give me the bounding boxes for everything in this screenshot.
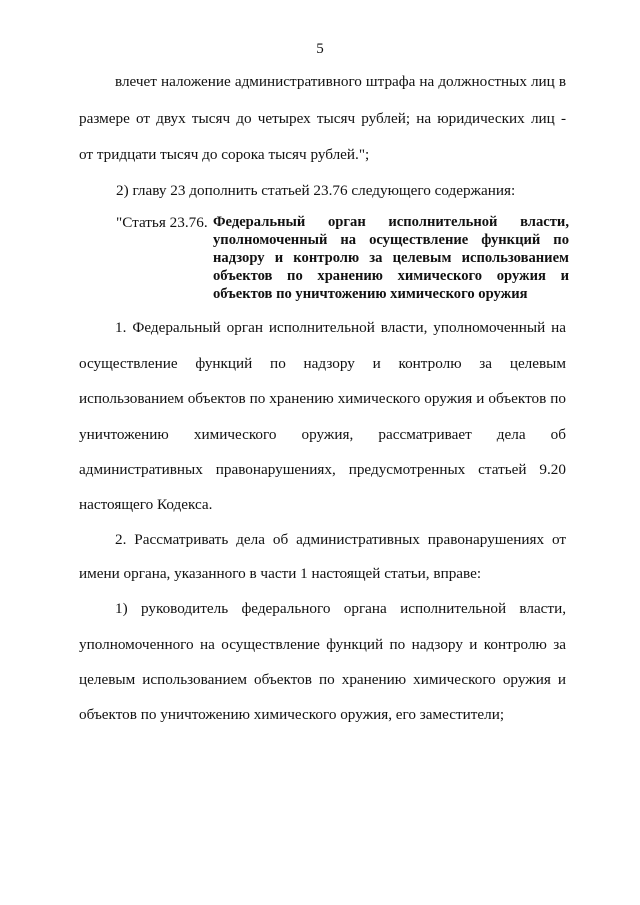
article-title-line: объектов по хранению химического оружия и — [213, 268, 569, 284]
text-line: 1. Федеральный орган исполнительной власти, уполномоченный на — [115, 319, 566, 336]
article-title-line: объектов по уничтожению химического оружия — [213, 286, 528, 302]
text-line: размере от двух тысяч до четырех тысяч рублей; на юридических лиц - — [79, 110, 566, 127]
text-line: от тридцати тысяч до сорока тысяч рублей."; — [79, 146, 370, 163]
article-title-line: Федеральный орган исполнительной власти, — [213, 214, 569, 230]
text-line: целевым использованием объектов по хранению химического оружия и — [79, 671, 566, 688]
text-line: 1) руководитель федерального органа исполнительной власти, — [115, 600, 566, 617]
text-line: административных правонарушениях, предусмотренных статьей 9.20 — [79, 461, 566, 478]
article-title-line: надзору и контролю за целевым использованием — [213, 250, 569, 266]
article-title-line: уполномоченный на осуществление функций по — [213, 232, 569, 248]
text-line: уполномоченного на осуществление функций по надзору и контролю за — [79, 636, 566, 653]
text-line: настоящего Кодекса. — [79, 496, 213, 513]
text-line: 2. Рассматривать дела об административных правонарушениях от — [115, 531, 566, 548]
article-label: "Статья 23.76. — [116, 214, 208, 231]
text-line: осуществление функций по надзору и контролю за целевым — [79, 355, 566, 372]
text-line: влечет наложение административного штрафа на должностных лиц в — [115, 73, 566, 90]
text-line: уничтожению химического оружия, рассматривает дела об — [79, 426, 566, 443]
text-line: использованием объектов по хранению химического оружия и объектов по — [79, 390, 566, 407]
item-2-line: 2) главу 23 дополнить статьей 23.76 следующего содержания: — [116, 182, 516, 199]
text-line: имени органа, указанного в части 1 настоящей статьи, вправе: — [79, 565, 482, 582]
page-number: 5 — [316, 41, 324, 57]
text-line: объектов по уничтожению химического оружия, его заместители; — [79, 706, 505, 723]
